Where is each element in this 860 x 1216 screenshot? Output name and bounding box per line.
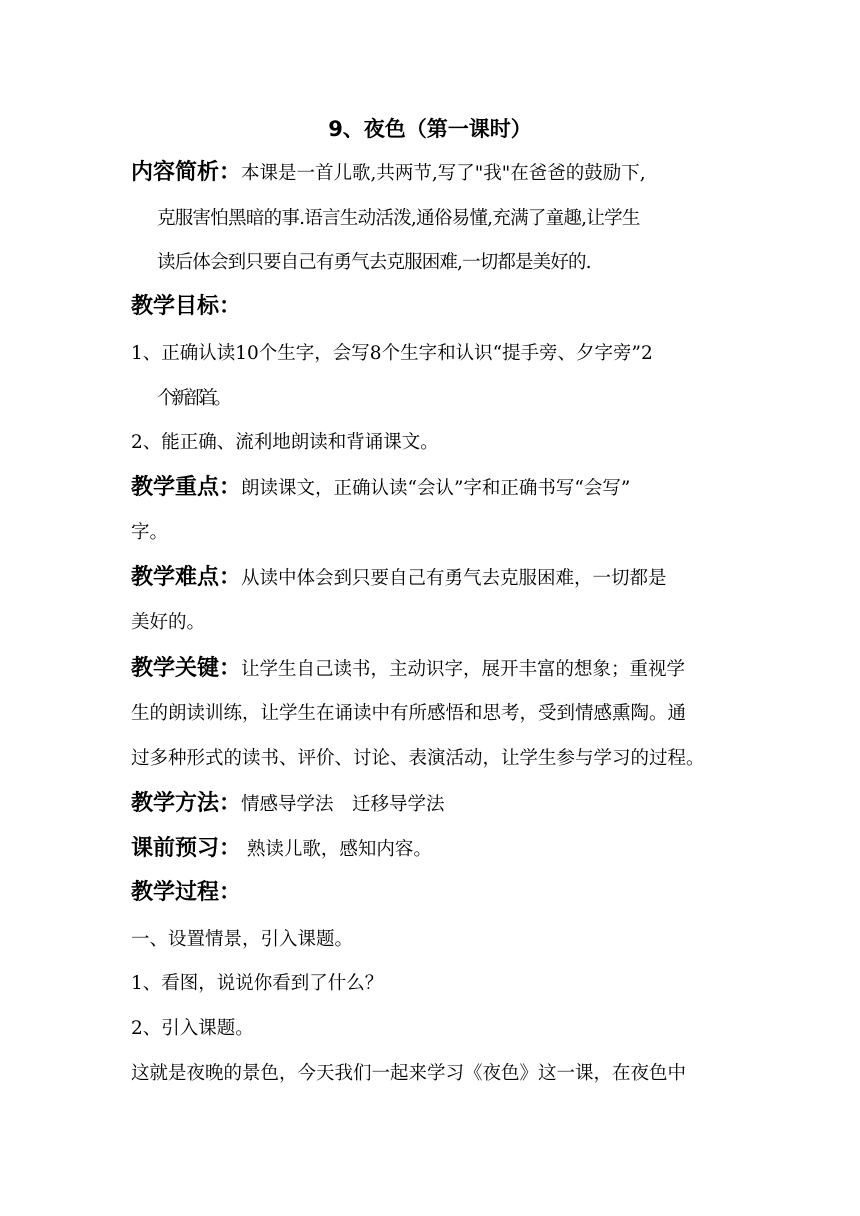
process-heading: 教学过程： [131, 880, 242, 905]
process-line-2: 1、看图，说说你看到了什么？ [131, 973, 384, 994]
methods-line [131, 789, 741, 820]
content-analysis-line-1 [131, 158, 741, 189]
preview-line [131, 834, 741, 865]
objectives-heading: 教学目标： [131, 294, 242, 319]
key-line-2: 生的朗读训练，让学生在诵读中有所感悟和思考，受到情感熏陶。通 [131, 703, 687, 724]
objective-item-1: 1、正确认读10个生字，会写8个生字和认识“提手旁、夕字旁”2 [131, 343, 653, 364]
difficulties-text-1: 从读中体会到只要自己有勇气去克服困难，一切都是 [241, 568, 667, 589]
key-points-line-2: 字。 [131, 522, 169, 543]
difficulties-line-2: 美好的。 [131, 612, 206, 633]
difficulties-line-1 [131, 563, 741, 594]
objective-item-2: 2、能正确、流利地朗读和背诵课文。 [131, 432, 439, 453]
content-analysis-line-3: 读后体会到只要自己有勇气去克服困难,一切都是美好的. [157, 252, 591, 273]
objective-item-1-cont: 个新部首。 [157, 388, 228, 409]
key-text-1: 让学生自己读书，主动识字，展开丰富的想象；重视学 [241, 659, 686, 680]
key-points-line-1 [131, 473, 741, 504]
key-points-label: 教学重点： [131, 475, 242, 500]
key-label: 教学关键： [131, 656, 242, 681]
process-line-1: 一、设置情景，引入课题。 [131, 929, 354, 950]
difficulties-label: 教学难点： [131, 565, 242, 590]
content-analysis-label: 内容简析： [131, 160, 242, 185]
page-title: 9、夜色（第一课时） [328, 117, 532, 141]
preview-text: 熟读儿歌，感知内容。 [241, 839, 432, 860]
content-analysis-text-1: 本课是一首儿歌,共两节,写了"我"在爸爸的鼓励下, [241, 163, 646, 184]
process-line-4: 这就是夜晚的景色，今天我们一起来学习《夜色》这一课，在夜色中 [131, 1063, 687, 1084]
methods-label: 教学方法： [131, 791, 242, 816]
preview-label: 课前预习： [131, 836, 242, 861]
methods-text: 情感导学法 迁移导学法 [241, 794, 445, 815]
key-line-3: 过多种形式的读书、评价、讨论、表演活动，让学生参与学习的过程。 [131, 748, 705, 769]
process-line-3: 2、引入课题。 [131, 1018, 254, 1039]
key-points-text-1: 朗读课文，正确认读“会认”字和正确书写“会写” [241, 478, 631, 499]
content-analysis-line-2: 克服害怕黑暗的事.语言生动活泼,通俗易懂,充满了童趣,让学生 [157, 208, 640, 229]
key-line-1 [131, 654, 741, 685]
